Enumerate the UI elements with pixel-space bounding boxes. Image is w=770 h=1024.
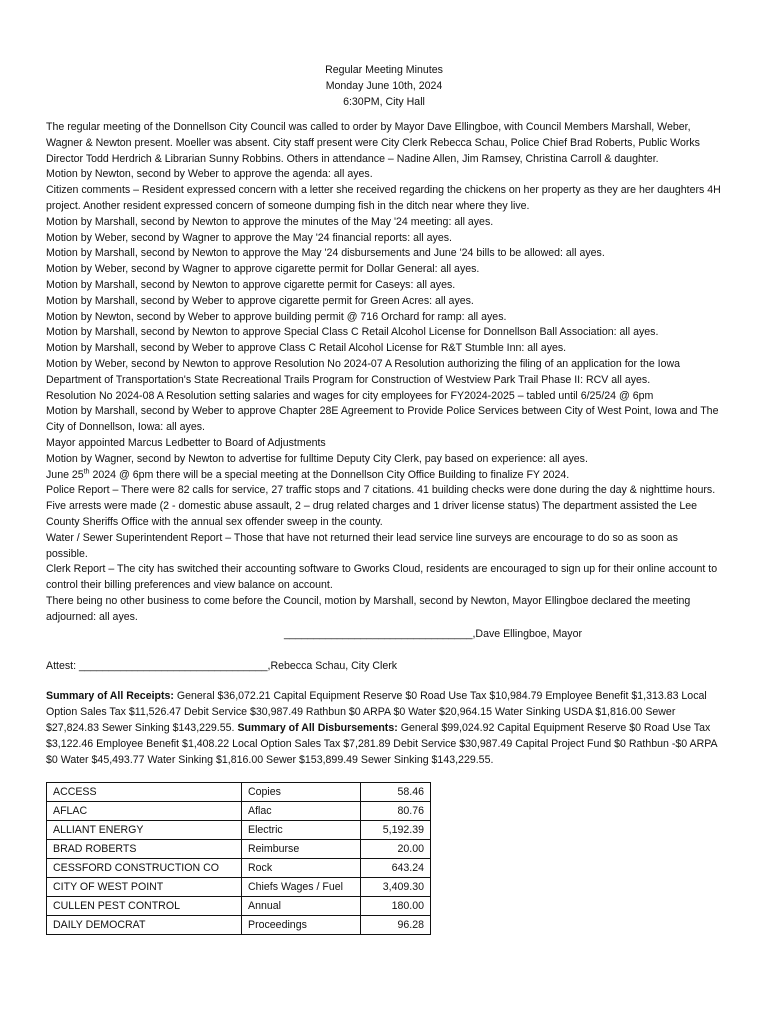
vendor-cell: DAILY DEMOCRAT xyxy=(47,915,242,934)
mayor-signature-line: ________________________________,Dave Ellingboe, Mayor xyxy=(283,627,582,640)
attest-line: Attest: ________________________________,Rebecca Schau, City Clerk xyxy=(46,659,398,672)
special-meeting-sup: th xyxy=(83,468,90,475)
vendor-cell: AFLAC xyxy=(47,801,242,820)
motion-item: Motion by Marshall, second by Newton to approve the May '24 disbursements and June '24 bills to be allowed: all ayes. xyxy=(46,247,605,260)
motion-item: Motion by Weber, second by Newton to approve Resolution No 2024-07 A Resolution authorizing the filing of an application for the Iowa Department of Transportation's State Recreational Trails Program for Construction of Westview Park Trail Phase II: RCV all ayes. xyxy=(46,357,681,386)
motion-item: Motion by Newton, second by Weber to approve the agenda: all ayes. xyxy=(46,168,373,181)
motion-item: Motion by Marshall, second by Weber to approve Class C Retail Alcohol License for R&T Stumble Inn: all ayes. xyxy=(46,342,567,355)
disbursements-label: Summary of All Disbursements: xyxy=(237,721,398,734)
motion-item: Motion by Marshall, second by Newton to approve Special Class C Retail Alcohol License for Donnellson Ball Association: all ayes. xyxy=(46,326,659,339)
vendor-cell: BRAD ROBERTS xyxy=(47,839,242,858)
clerk-report: Clerk Report – The city has switched their accounting software to Gworks Cloud, residents are encouraged to sign up for their online account to control their billing preferences and view balance on account. xyxy=(46,563,718,592)
motion-item: Motion by Wagner, second by Newton to advertise for fulltime Deputy City Clerk, pay based on experience: all ayes. xyxy=(46,452,588,465)
description-cell: Proceedings xyxy=(242,915,361,934)
table-row xyxy=(47,877,431,896)
motion-item: Motion by Newton, second by Weber to approve building permit @ 716 Orchard for ramp: all ayes. xyxy=(46,310,507,323)
receipts-text: General $36,072.21 Capital Equipment Reserve $0 Road Use Tax $10,984.79 Employee Benefit $1,313.83 Local Option Sales Tax $11,526.47 Debit Service $30,987.49 Rathbun $0 ARPA $0 Water $20,964.15 Water Sinking USDA $1,816.00 Sewer $27,824.83 Sewer Sinking $143,229.55. xyxy=(46,689,707,734)
description-cell: Aflac xyxy=(242,801,361,820)
description-cell: Copies xyxy=(242,782,361,801)
amount-cell: 643.24 xyxy=(361,858,431,877)
amount-cell: 180.00 xyxy=(361,896,431,915)
bills-table xyxy=(46,782,431,935)
motion-item: Motion by Marshall, second by Weber to approve cigarette permit for Green Acres: all ayes. xyxy=(46,294,474,307)
vendor-cell: CESSFORD CONSTRUCTION CO xyxy=(47,858,242,877)
special-meeting-prefix: June 25 xyxy=(46,468,84,481)
description-cell: Electric xyxy=(242,820,361,839)
appointment-item: Mayor appointed Marcus Ledbetter to Board of Adjustments xyxy=(46,436,326,449)
description-cell: Rock xyxy=(242,858,361,877)
motion-item: Motion by Marshall, second by Newton to approve the minutes of the May '24 meeting: all ayes. xyxy=(46,215,494,228)
vendor-cell: CITY OF WEST POINT xyxy=(47,877,242,896)
opening-paragraph: The regular meeting of the Donnellson City Council was called to order by Mayor Dave Ellingboe, with Council Members Marshall, Weber, Wagner & Newton present. Moeller was absent. City staff present were City Clerk Rebecca Schau, Police Chief Brad Roberts, Public Works Director Todd Herdrich & Librarian Sunny Robbins. Others in attendance – Nadine Allen, Jim Ramsey, Christina Carroll & daughter. xyxy=(46,121,700,165)
vendor-cell: ACCESS xyxy=(47,782,242,801)
special-meeting-notice xyxy=(46,468,722,484)
motion-item: Motion by Weber, second by Wagner to approve the May '24 financial reports: all ayes. xyxy=(46,231,452,244)
description-cell: Chiefs Wages / Fuel xyxy=(242,877,361,896)
resolution-item: Resolution No 2024-08 A Resolution setting salaries and wages for city employees for FY2024-2025 – tabled until 6/25/24 @ 6pm xyxy=(46,389,654,402)
table-row xyxy=(47,839,431,858)
motion-item: Motion by Marshall, second by Weber to approve Chapter 28E Agreement to Provide Police Services between City of West Point, Iowa and The City of Donnellson, Iowa: all ayes. xyxy=(46,405,719,434)
table-row xyxy=(47,820,431,839)
vendor-cell: CULLEN PEST CONTROL xyxy=(47,896,242,915)
document-title: Regular Meeting Minutes xyxy=(325,64,443,76)
adjournment: There being no other business to come before the Council, motion by Marshall, second by Newton, Mayor Ellingboe declared the meeting adjourned: all ayes. xyxy=(46,594,691,623)
document-header xyxy=(46,62,722,110)
motion-item: Motion by Weber, second by Wagner to approve cigarette permit for Dollar General: all ayes. xyxy=(46,263,480,276)
financial-summary xyxy=(46,688,722,768)
amount-cell: 3,409.30 xyxy=(361,877,431,896)
table-row xyxy=(47,915,431,934)
disbursements-text: General $99,024.92 Capital Equipment Reserve $0 Road Use Tax $3,122.46 Employee Benefit $1,408.22 Local Option Sales Tax $7,281.89 Debit Service $30,987.49 Capital Project Fund $0 Rathbun -$0 ARPA $0 Water $45,493.77 Water Sinking $1,816.00 Sewer $153,899.49 Sewer Sinking $143,229.55. xyxy=(46,721,717,766)
amount-cell: 58.46 xyxy=(361,782,431,801)
table-row xyxy=(47,801,431,820)
minutes-page xyxy=(46,62,722,935)
table-row xyxy=(47,896,431,915)
motion-item: Motion by Marshall, second by Newton to approve cigarette permit for Caseys: all ayes. xyxy=(46,278,456,291)
amount-cell: 96.28 xyxy=(361,915,431,934)
amount-cell: 20.00 xyxy=(361,839,431,858)
water-sewer-report: Water / Sewer Superintendent Report – Those that have not returned their lead service line surveys are encourage to do so as soon as possible. xyxy=(46,531,678,560)
police-report: Police Report – There were 82 calls for service, 27 traffic stops and 7 citations. 41 building checks were done during the day & nighttime hours. Five arrests were made (2 - domestic abuse assault, 2 – drug related charges and 1 driver license status) The department assisted the Lee County Sheriffs Office with the annual sex offender sweep in the county. xyxy=(46,484,716,528)
receipts-label: Summary of All Receipts: xyxy=(46,689,174,702)
description-cell: Annual xyxy=(242,896,361,915)
meeting-time-place: 6:30PM, City Hall xyxy=(343,96,425,108)
amount-cell: 5,192.39 xyxy=(361,820,431,839)
special-meeting-rest: 2024 @ 6pm there will be a special meeting at the Donnellson City Office Building to finalize FY 2024. xyxy=(89,468,570,481)
description-cell: Reimburse xyxy=(242,839,361,858)
minutes-body xyxy=(46,120,722,626)
vendor-cell: ALLIANT ENERGY xyxy=(47,820,242,839)
meeting-date: Monday June 10th, 2024 xyxy=(325,80,443,92)
amount-cell: 80.76 xyxy=(361,801,431,820)
citizen-comments: Citizen comments – Resident expressed concern with a letter she received regarding the chickens on her property as they are her daughters 4H project. Another resident expressed concern of someone dumping fish in the ditch near where they live. xyxy=(46,184,721,212)
table-row xyxy=(47,782,431,801)
table-row xyxy=(47,858,431,877)
